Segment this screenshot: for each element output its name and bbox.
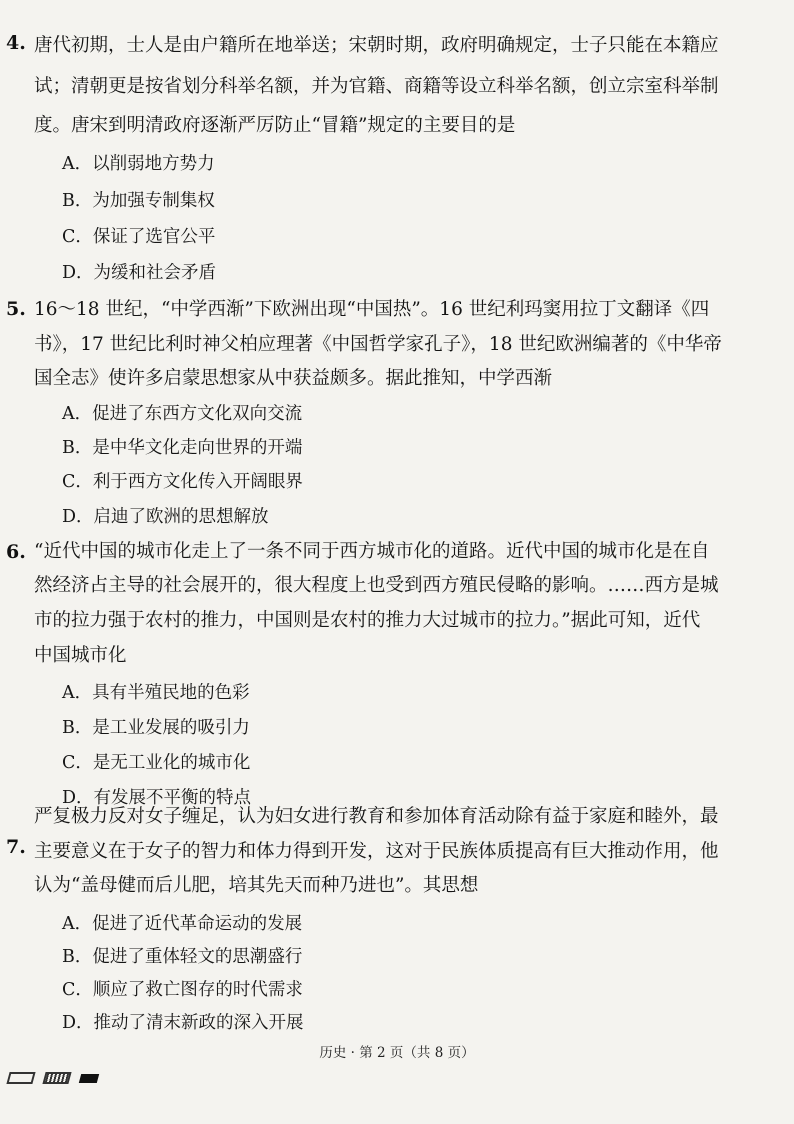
option-c: C．保证了选官公平	[62, 227, 216, 247]
question-number: 6.	[6, 541, 26, 563]
question-stem-line: 国全志》使许多启蒙思想家从中获益颇多。据此推知，中学西渐	[34, 368, 553, 389]
option-c: C．利于西方文化传入开阔眼界	[62, 472, 303, 492]
question-stem-line: 书》，17 世纪比利时神父柏应理著《中国哲学家孔子》，18 世纪欧洲编著的《中华帝	[34, 334, 722, 355]
question-stem-line: 市的拉力强于农村的推力，中国则是农村的推力大过城市的拉力。”据此可知，近代	[34, 610, 701, 631]
question-stem-line: 认为“盖母健而后儿肥，培其先天而种乃进也”。其思想	[34, 875, 479, 896]
question-stem-line: “近代中国的城市化走上了一条不同于西方城市化的道路。近代中国的城市化是在自	[34, 541, 710, 562]
option-a: A．促进了近代革命运动的发展	[62, 914, 303, 934]
page-footer: 历史 · 第 2 页（共 8 页）	[319, 1045, 475, 1061]
option-d: D．有发展不平衡的特点	[62, 788, 252, 808]
option-b: B．为加强专制集权	[62, 191, 215, 211]
question-number: 5.	[6, 298, 26, 320]
question-stem-line: 中国城市化	[34, 645, 127, 666]
question-number: 4.	[6, 32, 26, 54]
hatched-mark-icon	[42, 1072, 71, 1084]
option-d: D．为缓和社会矛盾	[62, 263, 217, 283]
question-stem-line: 严复极力反对女子缠足，认为妇女进行教育和参加体育活动除有益于家庭和睦外，最	[34, 806, 719, 827]
question-stem-line: 试；清朝更是按省划分科举名额，并为官籍、商籍等设立科举名额，创立宗室科举制	[34, 76, 719, 97]
option-b: B．促进了重体轻文的思潮盛行	[62, 947, 303, 967]
outline-mark-icon	[6, 1072, 35, 1084]
option-a: A．以削弱地方势力	[62, 154, 215, 174]
option-b: B．是中华文化走向世界的开端	[62, 438, 303, 458]
option-d: D．推动了清末新政的深入开展	[62, 1013, 304, 1033]
scan-registration-marks	[8, 1072, 98, 1084]
question-stem-line: 然经济占主导的社会展开的，很大程度上也受到西方殖民侵略的影响。……西方是城	[34, 575, 719, 596]
option-d: D．启迪了欧洲的思想解放	[62, 507, 269, 527]
option-c: C．顺应了救亡图存的时代需求	[62, 980, 303, 1000]
option-a: A．促进了东西方文化双向交流	[62, 404, 303, 424]
question-number: 7.	[6, 836, 26, 858]
option-a: A．具有半殖民地的色彩	[62, 683, 250, 703]
question-stem-line: 唐代初期，士人是由户籍所在地举送；宋朝时期，政府明确规定，士子只能在本籍应	[34, 35, 719, 56]
question-stem-line: 16～18 世纪，“中学西渐”下欧洲出现“中国热”。16 世纪利玛窦用拉丁文翻译《四	[34, 299, 710, 320]
option-b: B．是工业发展的吸引力	[62, 718, 250, 738]
question-stem-line: 度。唐宋到明清政府逐渐严厉防止“冒籍”规定的主要目的是	[34, 115, 516, 136]
option-c: C．是无工业化的城市化	[62, 753, 251, 773]
solid-mark-icon	[79, 1074, 99, 1083]
question-stem-line: 主要意义在于女子的智力和体力得到开发，这对于民族体质提高有巨大推动作用，他	[34, 841, 719, 862]
